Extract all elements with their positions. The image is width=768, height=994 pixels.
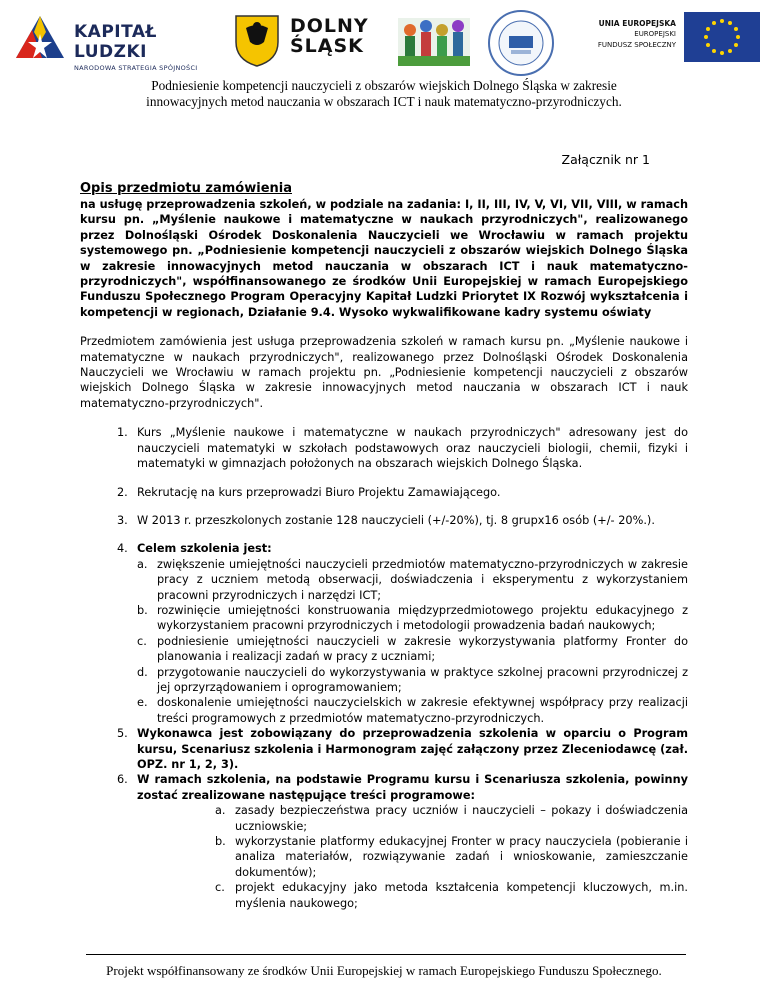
dolny-slask-line2: ŚLĄSK	[290, 35, 364, 57]
item-text: Rekrutację na kurs przeprowadzi Biuro Projektu Zamawiającego.	[137, 485, 501, 499]
eu-line2: EUROPEJSKI	[634, 30, 676, 38]
sub-list-item: e. doskonalenie umiejętności nauczycielskich w zakresie efektywnej współpracy przy realizacji treści programowych z przedmiotów matematyczno-przyrodniczych.	[137, 696, 688, 725]
project-title	[0, 78, 768, 110]
footer-divider	[86, 954, 686, 955]
kapital-ludzki-logo	[12, 12, 222, 72]
sub-list-item: d. przygotowanie nauczycieli do wykorzystywania w praktyce szkolnej pracowni przyrodniczej z jej oprzyrządowaniem i oprogramowaniem;	[137, 665, 688, 694]
footer-text: Projekt współfinansowany ze środków Unii Europejskiej w ramach Europejskiego Funduszu Społecznego.	[106, 963, 662, 978]
eu-line3: FUNDUSZ SPOŁECZNY	[597, 41, 676, 49]
sub-list-item: c. projekt edukacyjny jako metoda kształcenia kompetencji kluczowych, m.in. myślenia naukowego;	[215, 881, 688, 910]
document-heading: Opis przedmiotu zamówienia	[80, 181, 292, 196]
project-title-line1: Podniesienie kompetencji nauczycieli z obszarów wiejskich Dolnego Śląska w zakresie	[151, 78, 617, 93]
item-text: Wykonawca jest zobowiązany do przeprowadzenia szkolenia w oparciu o Program kursu, Scenariusz szkolenia i Harmonogram zajęć załączony przez Zleceniodawcę (zał. OPZ. nr 1, 2, 3).	[137, 727, 688, 771]
sub-list-item: b. wykorzystanie platformy edukacyjnej Fronter w pracy nauczyciela (pobieranie i analiza materiałów, rozwiązywanie zadań i wnioskowanie, zamieszczanie dokumentów);	[215, 835, 688, 879]
list-item: 4. Celem szkolenia jest: a. zwiększenie umiejętności nauczycieli przedmiotów matematyczno-przyrodniczych w zakresie pracy z uczniem metodą obserwacji, doświadczenia i eksperymentu z wykorzystaniem pracowni przyrodniczych i narzędzi ICT; b. rozwinięcie umiejętności konstruowania międzyprzedmiotowego projektu edukacyjnego z wykorzystaniem pracowni przyrodniczych i metodologii prowadzenia badań naukowych; c. podniesienie umiejętności nauczycieli w zakresie wykorzystywania platformy Fronter do planowania i realizacji zadań w pracy z uczniami; d. przygotowanie nauczycieli do wykorzystywania w praktyce szkolnej pracowni przyrodniczej z jej oprzyrządowaniem i oprogramowaniem; e. doskonalenie umiejętności nauczycielskich w zakresie efektywnej współpracy przy realizacji treści programowych z przedmiotów matematyczno-przyrodniczych.	[117, 542, 688, 725]
eu-flag-icon	[684, 12, 760, 62]
list-item: 3. W 2013 r. przeszkolonych zostanie 128 nauczycieli (+/-20%), tj. 8 grupx16 osób (+/- 20%.).	[117, 513, 655, 527]
document-body	[80, 181, 688, 911]
sub-list	[137, 557, 688, 726]
kapital-ludzki-title: KAPITAŁ LUDZKI	[74, 22, 157, 62]
item-text: W 2013 r. przeszkolonych zostanie 128 nauczycieli (+/-20%), tj. 8 grupx16 osób (+/- 20%.).	[137, 513, 655, 527]
document-subheading: na usługę przeprowadzenia szkoleń, w podziale na zadania: I, II, III, IV, V, VI, VII, VIII, w ramach kursu pn. „Myślenie naukowe i matematyczne w naukach przyrodniczych", realizowanego przez Dolnośląski Ośrodek Doskonalenia Nauczycieli we Wrocławiu w ramach projektu systemowego pn. „Podniesienie kompetencji nauczycieli z obszarów wiejskich Dolnego Śląska w zakresie innowacyjnych metod nauczania w obszarach ICT i nauk matematyczno-przyrodniczych", współfinansowanego ze środków Unii Europejskiej w ramach Europejskiego Funduszu Społecznego Program Operacyjny Kapitał Ludzki Priorytet IX Rozwój wykształcenia i kompetencji w regionach, Działanie 9.4. Wysoko wykwalifikowane kadry systemu oświaty	[80, 198, 688, 319]
list-item: 5. Wykonawca jest zobowiązany do przeprowadzenia szkolenia w oparciu o Program kursu, Scenariusz szkolenia i Harmonogram zajęć załączony przez Zleceniodawcę (zał. OPZ. nr 1, 2, 3).	[117, 727, 688, 771]
item-text: Kurs „Myślenie naukowe i matematyczne w naukach przyrodniczych" adresowany jest do nauczycieli matematyki w szkołach podstawowych oraz nauczycieli biologii, chemii, fizyki i matematyki w gimnazjach położonych na obszarach wiejskich Dolnego Śląska.	[137, 426, 688, 471]
dolny-slask-line1: DOLNY	[290, 15, 369, 37]
list-item: 6. W ramach szkolenia, na podstawie Programu kursu i Scenariusza szkolenia, powinny zostać zrealizowane następujące treści programowe: a. zasady bezpieczeństwa pracy uczniów i nauczycieli – pokazy i doświadczenia uczniowskie; b. wykorzystanie platformy edukacyjnej Fronter w pracy nauczyciela (pobieranie i analiza materiałów, rozwiązywanie zadań i wnioskowanie, zamieszczanie dokumentów); c. projekt edukacyjny jako metoda kształcenia kompetencji kluczowych, m.in. myślenia naukowego;	[117, 773, 688, 910]
list-item: 1. Kurs „Myślenie naukowe i matematyczne w naukach przyrodniczych" adresowany jest do nauczycieli matematyki w szkołach podstawowych oraz nauczycieli biologii, chemii, fizyki i matematyki w gimnazjach położonych na obszarach wiejskich Dolnego Śląska.	[117, 426, 688, 471]
list-item: 2. Rekrutację na kurs przeprowadzi Biuro Projektu Zamawiającego.	[117, 485, 501, 499]
sub-list-item: c. podniesienie umiejętności nauczycieli w zakresie wykorzystywania platformy Fronter do planowania i realizacji zadań w pracy z uczniami;	[137, 634, 688, 664]
sub-list-item: b. rozwinięcie umiejętności konstruowania międzyprzedmiotowego projektu edukacyjnego z wykorzystaniem pracowni przyrodniczych i metodologii prowadzenia badań naukowych;	[137, 603, 688, 633]
dolny-slask-logo	[232, 12, 392, 68]
eu-line1: UNIA EUROPEJSKA	[598, 19, 676, 28]
children-logo	[396, 12, 472, 70]
requirements-list	[80, 425, 688, 911]
kapital-ludzki-star-icon	[12, 12, 68, 62]
kapital-ludzki-subtitle: NARODOWA STRATEGIA SPÓJNOŚCI	[74, 64, 198, 72]
sub-list	[137, 803, 688, 911]
dodn-seal-logo	[486, 8, 556, 78]
item-text: W ramach szkolenia, na podstawie Programu kursu i Scenariusza szkolenia, powinny zostać zrealizowane następujące treści programowe:	[137, 773, 688, 802]
sub-list-item: a. zwiększenie umiejętności nauczycieli przedmiotów matematyczno-przyrodniczych w zakresie pracy z uczniem metodą obserwacji, doświadczenia i eksperymentu z wykorzystaniem pracowni przyrodniczych i narzędzi ICT;	[137, 557, 688, 602]
item-text: Celem szkolenia jest:	[137, 542, 272, 556]
attachment-number: Załącznik nr 1	[561, 152, 650, 167]
intro-paragraph: Przedmiotem zamówienia jest usługa przeprowadzenia szkoleń w ramach kursu pn. „Myślenie naukowe i matematyczne w naukach przyrodniczych", realizowanego przez Dolnośląski Ośrodek Doskonalenia Nauczycieli we Wrocławiu w ramach projektu pn. „Podniesienie kompetencji nauczycieli z obszarów wiejskich Dolnego Śląska w zakresie innowacyjnych metod nauczania w obszarach ICT i nauk matematyczno-przyrodniczych".	[80, 335, 688, 410]
dolny-slask-eagle-icon	[232, 12, 282, 68]
eu-logo	[562, 10, 762, 62]
project-title-line2: innowacyjnych metod nauczania w obszarach ICT i nauk matematyczno-przyrodniczych.	[146, 94, 622, 109]
sub-list-item: a. zasady bezpieczeństwa pracy uczniów i nauczycieli – pokazy i doświadczenia uczniowskie;	[215, 804, 688, 833]
